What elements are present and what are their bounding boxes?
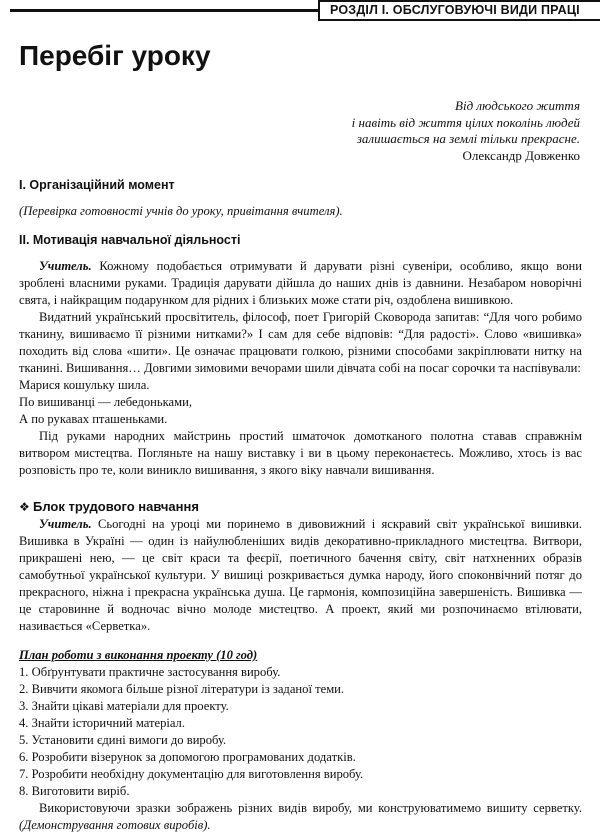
plan-item: 4. Знайти історичний матеріал. [19, 716, 185, 730]
org-note: (Перевірка готовності учнів до уроку, привітання вчителя). [19, 204, 343, 218]
plan-item: 8. Виготовити виріб. [19, 784, 130, 798]
motivation-paragraph: Під руками народних майстринь простий шматочок домотканого полотна ставав справжнім витвором мистецтва. Погляньте на нашу виставку і ви в цьому переконаєтесь. Можливо, хтось із вас розповість про те, коли виникло вишивання, з якого віку навчали вишивання. [19, 429, 582, 477]
page-title: Перебіг уроку [19, 40, 211, 71]
plan-item: 6. Розробити візерунок за допомогою програмованих додатків. [19, 750, 356, 764]
plan-item: 5. Установити єдині вимоги до виробу. [19, 733, 227, 747]
section-heading-motivation: ІІ. Мотивація навчальної діяльності [19, 233, 241, 247]
epigraph-line: Від людського життя [455, 98, 580, 113]
work-paragraph [19, 516, 582, 635]
heading-text: Блок трудового навчання [33, 499, 199, 514]
section-heading-work [19, 498, 582, 516]
lesson-content [19, 177, 582, 834]
motivation-paragraph [19, 258, 582, 309]
epigraph-line: і навіть від життя цілих поколінь людей [351, 114, 580, 130]
header-rule [10, 9, 318, 12]
plan-item: 7. Розробити необхідну документацію для виготовлення виробу. [19, 767, 364, 781]
poem [19, 377, 582, 428]
paragraph-text: Кожному подобається отримувати й дарувати різні сувеніри, особливо, якщо вони зроблені власними руками. Традиція дарувати дійшла до наших днів із давнини. Незабаром новорічні свята, і найкращим подарунком для рідних і близьких може стати річ, оздоблена вишивкою. [19, 259, 582, 307]
poem-line: А по рукавах пташеньками. [19, 412, 168, 426]
poem-line: Марися кошульку шила. [19, 378, 150, 392]
epigraph [352, 98, 580, 164]
paragraph-text: Сьогодні на уроці ми поринемо в дивовижний і яскравий світ української вишивки. Вишивка в Україні — один із найулюбленіших видів декоративно-прикладного мистецтва. Витвори, прикрашені нею, — це світ краси та феєрії, поетичного бачення світу, світ натхненних образів самобутньої української культури. У вишиці розкривається думка народу, його споконвічний потяг до прекрасного, ніжна і прекрасна українська душа. Це гармонія, композиційна завершеність. Вишивка — це старовинне й водночас вічно молоде мистецтво. А проект, який ми розпочинаємо втілювати, називається «Серветка». [19, 517, 582, 633]
plan-item: 2. Вивчити якомога більше різної літератури із заданої теми. [19, 682, 345, 696]
plan-item: 1. Обґрунтувати практичне застосування виробу. [19, 665, 281, 679]
poem-line: По вишиванці — лебедоньками, [19, 395, 193, 409]
epigraph-author: Олександр Довженко [462, 147, 580, 163]
demo-note: (Демонстрування готових виробів). [19, 818, 211, 832]
section-header: РОЗДІЛ І. ОБСЛУГОВУЮЧІ ВИДИ ПРАЦІ [318, 0, 600, 21]
plan-item: 3. Знайти цікаві матеріали для проекту. [19, 699, 229, 713]
paragraph-text: Використовуючи зразки зображень різних видів виробу, ми конструюватимемо вишиту серветку. [39, 801, 582, 815]
plan-title: План роботи з виконання проекту (10 год) [19, 648, 258, 662]
section-heading-org: І. Організаційний момент [19, 178, 175, 192]
speaker-label: Учитель. [39, 259, 92, 273]
diamond-bullet-icon: ❖ [19, 500, 30, 514]
speaker-label: Учитель. [39, 517, 92, 531]
motivation-paragraph: Видатний український просвітитель, філософ, поет Григорій Сковорода запитав: “Для чого робимо тканину, вишиваємо її різними нитками?» І сам для себе відповів: “Для радості». Слово «вишивка» походить від слова «шити». Це означає працювати голкою, різними способами закріплювати нитку на тканині. Вишивання… Довгими зимовими вечорами шили дівчата собі на посаг сорочки та наспівували: [19, 310, 582, 375]
final-paragraph [19, 800, 582, 834]
epigraph-line: залишається на землі тільки прекрасне. [356, 131, 580, 146]
